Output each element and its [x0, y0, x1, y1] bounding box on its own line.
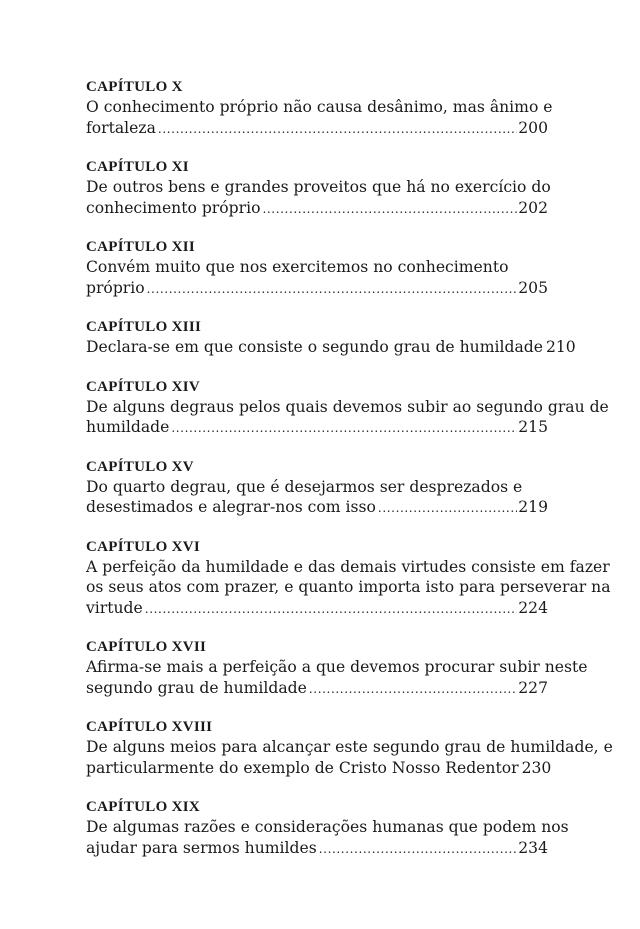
- chapter-title-line: Do quarto degrau, que é desejarmos ser desprezados e: [86, 477, 523, 496]
- chapter-label: CAPÍTULO XIV: [86, 378, 201, 395]
- chapter-title-end: próprio: [86, 278, 145, 297]
- chapter-title-end: desestimados e alegrar-nos com isso: [86, 498, 376, 516]
- chapter-title-end: particularmente do exemplo de Cristo Nosso Redentor: [86, 758, 519, 777]
- chapter-title-last-line: [86, 838, 548, 860]
- toc-entry-chapter-10[interactable]: [86, 78, 553, 139]
- toc-entry-chapter-11[interactable]: [86, 158, 551, 219]
- chapter-title-end: conhecimento próprio: [86, 198, 261, 217]
- chapter-label: CAPÍTULO XVIII: [86, 719, 213, 735]
- page-number: 230: [521, 758, 552, 777]
- dot-leader: [171, 418, 517, 439]
- chapter-title-line: Afirma-se mais a perfeição a que devemos procurar subir neste: [86, 658, 588, 676]
- chapter-title-line: De alguns degraus pelos quais devemos subir ao segundo grau de: [86, 397, 609, 416]
- chapter-label: CAPÍTULO XVII: [86, 639, 207, 655]
- page-number: 234: [518, 838, 548, 857]
- dot-leader: [319, 839, 518, 860]
- chapter-title-end: humildade: [86, 418, 170, 436]
- chapter-title-line: O conhecimento próprio não causa desânimo, mas ânimo e: [86, 98, 553, 116]
- chapter-label: CAPÍTULO XI: [86, 159, 189, 175]
- chapter-title-line: De algumas razões e considerações humanas que podem nos: [86, 818, 569, 836]
- chapter-label: CAPÍTULO X: [86, 79, 183, 95]
- toc-entry-chapter-14[interactable]: [86, 378, 609, 439]
- chapter-title-line: Convém muito que nos exercitemos no conhecimento: [86, 258, 509, 276]
- chapter-title-line: De outros bens e grandes proveitos que há no exercício do: [86, 178, 551, 196]
- chapter-title-last-line: [86, 497, 548, 519]
- toc-entry-chapter-19[interactable]: [86, 798, 569, 859]
- toc-entry-chapter-17[interactable]: [86, 638, 588, 699]
- chapter-title-end: fortaleza: [86, 118, 156, 137]
- chapter-title-last-line: [86, 118, 548, 140]
- chapter-label: CAPÍTULO XIII: [86, 319, 202, 335]
- page-number: 202: [518, 198, 548, 217]
- chapter-title-line: os seus atos com prazer, e quanto importa isto para perseverar na: [86, 578, 611, 596]
- dot-leader: [378, 498, 517, 519]
- chapter-title-line: De alguns meios para alcançar este segundo grau de humildade, e: [86, 738, 613, 756]
- chapter-title-end: virtude: [86, 598, 143, 617]
- chapter-title-last-line: [86, 678, 548, 700]
- page-number: 215: [518, 418, 548, 436]
- chapter-label: CAPÍTULO XIX: [86, 799, 201, 815]
- chapter-title-last-line: [86, 337, 576, 359]
- dot-leader: [158, 119, 517, 140]
- toc-entry-chapter-15[interactable]: [86, 458, 548, 519]
- page-number: 227: [518, 678, 548, 697]
- chapter-title-end: Declara-se em que consiste o segundo grau de humildade: [86, 338, 543, 356]
- chapter-title-end: segundo grau de humildade: [86, 678, 307, 697]
- toc-entry-chapter-13[interactable]: [86, 318, 576, 359]
- page-number: 224: [518, 598, 548, 617]
- chapter-title-last-line: [86, 417, 548, 439]
- table-of-contents: [86, 78, 613, 878]
- page-number: 200: [518, 118, 548, 137]
- page-number: 219: [518, 498, 548, 516]
- page-number: 205: [518, 278, 548, 297]
- chapter-label: CAPÍTULO XII: [86, 239, 196, 255]
- chapter-title-line: A perfeição da humildade e das demais virtudes consiste em fazer: [86, 557, 610, 576]
- dot-leader: [145, 599, 517, 620]
- chapter-label: CAPÍTULO XV: [86, 458, 194, 475]
- dot-leader: [309, 679, 517, 700]
- chapter-title-last-line: [86, 198, 548, 220]
- chapter-label: CAPÍTULO XVI: [86, 538, 201, 555]
- chapter-title-last-line: [86, 758, 552, 780]
- toc-entry-chapter-18[interactable]: [86, 718, 613, 779]
- toc-entry-chapter-12[interactable]: [86, 238, 548, 299]
- dot-leader: [262, 199, 517, 220]
- chapter-title-last-line: [86, 598, 548, 620]
- chapter-title-last-line: [86, 278, 548, 300]
- toc-entry-chapter-16[interactable]: [86, 538, 611, 620]
- page-number: 210: [545, 338, 576, 356]
- dot-leader: [147, 279, 518, 300]
- chapter-title-end: ajudar para sermos humildes: [86, 838, 317, 857]
